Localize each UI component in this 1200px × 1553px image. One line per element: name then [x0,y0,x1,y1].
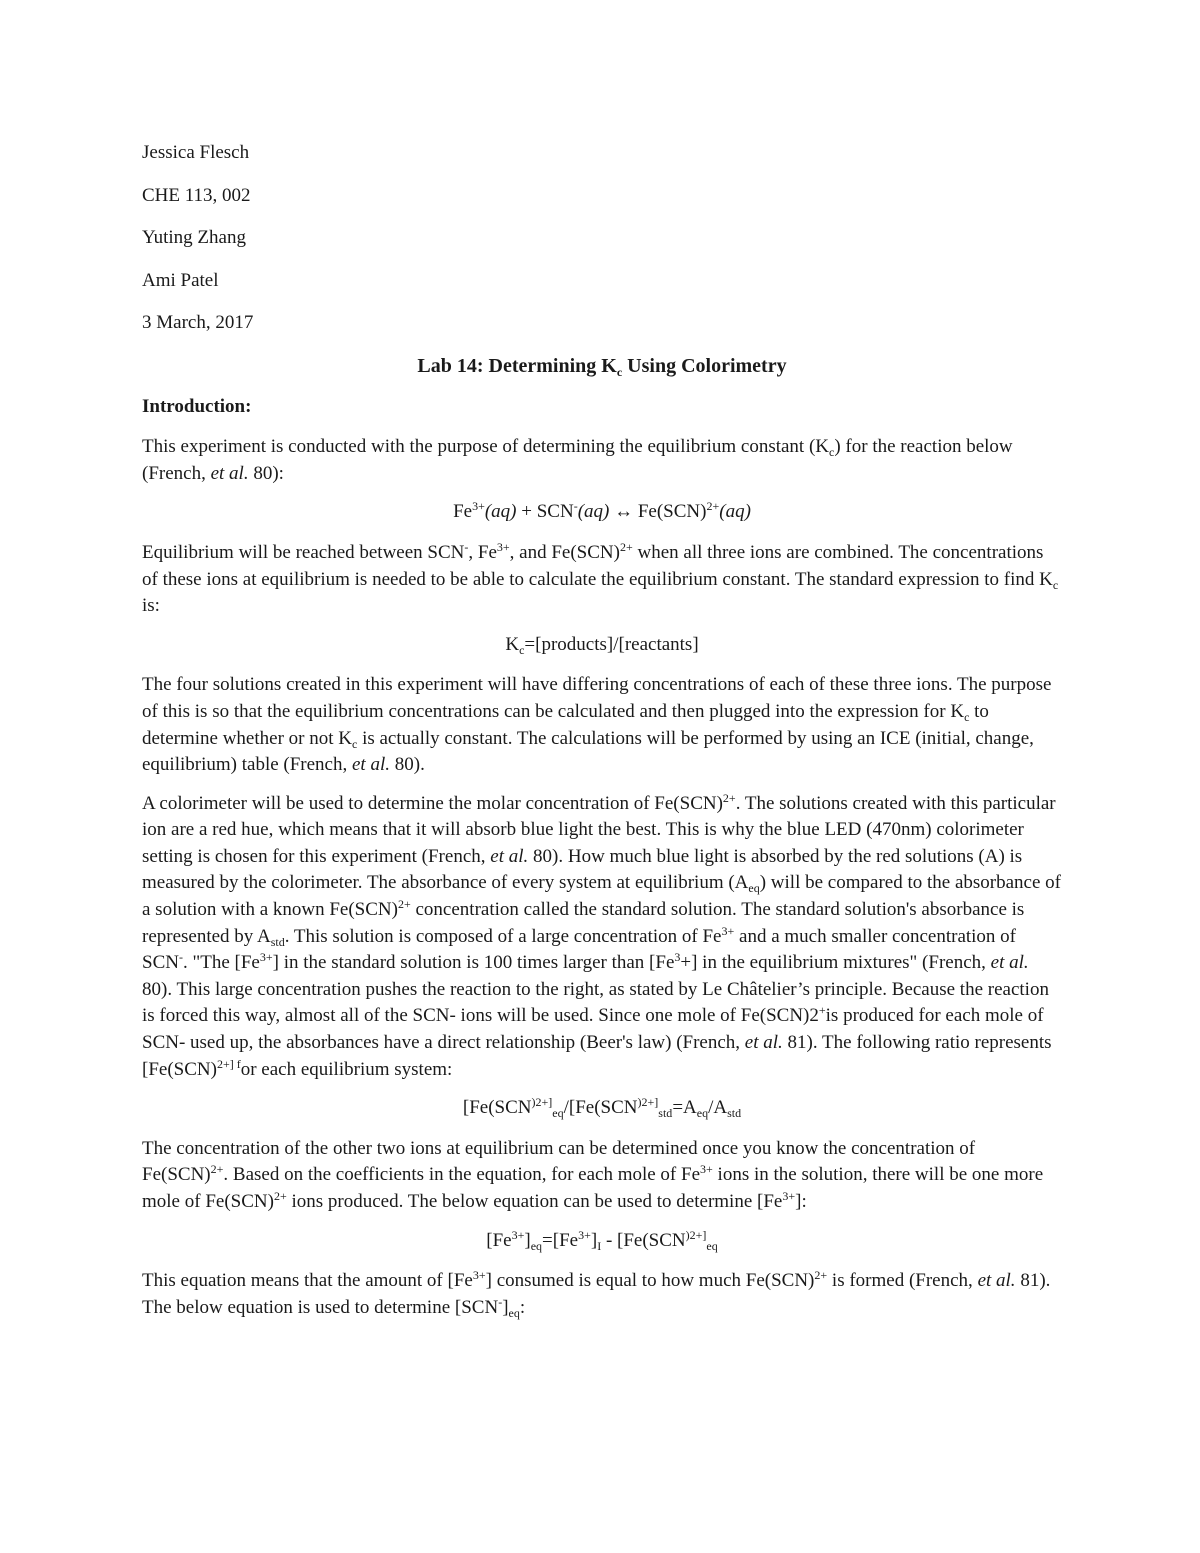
report-date: 3 March, 2017 [142,312,254,334]
partner-name-2: Ami Patel [142,269,219,291]
paragraph-colorimeter: A colorimeter will be used to determine the molar concentration of Fe(SCN)$^{2+}$. The solutions created with this particular ion are a red hue, which means that it will absorb blue light the best. This is why the blue LED (470nm) colorimeter setting is chosen for this experiment (French, et al. 80). How much blue light is absorbed by the red solutions (A) is measured by the colorimeter. The absorbance of every system at equilibrium $(A_{eq})$ will be compared to the absorbance of a solution with a known Fe(SCN)$^{2+}$ concentration called the standard solution. The standard solution's absorbance is represented by $A_{std}$. This solution is composed of a large concentration of $Fe^{3+}$ and a much smaller concentration of SCN-. "The $[Fe^{3+}]$ in the standard solution is 100 times larger than $[Fe^3+]$ in the equilibrium mixtures" (French, et al. 80). This large concentration pushes the reaction to the right, as stated by Le Châtelier’s principle. Because the reaction is forced this way, almost all of the SCN- ions will be used. Since one mole of Fe(SCN)2+is produced for each mole of SCN- used up, the absorbances have a direct relationship (Beer's law) (French, et al. 81). The following ratio represents [Fe(SCN)$^{2+] f}$or each equilibrium system: [142,790,1061,1080]
equation-absorbance-ratio: [$Fe(SCN^{)2+]}_{eq}/[Fe(SCN^{)2+]}_{std}=A_{eq}/A_{std}$ [462,1095,742,1121]
course-code: CHE 113, 002 [142,184,251,206]
equation-reaction: $Fe^{3+}(aq) + SCN^-(aq)$ ↔ Fe(SCN)$^{2+}$(aq) [453,499,751,523]
equation-fe-equilibrium: $[Fe^{3+}]_{eq}=[Fe^{3+}]_I - [Fe(SCN^{)2+]}_{eq}$ [486,1227,718,1253]
partner-name-1: Yuting Zhang [142,227,246,249]
report-title: Lab 14: Determining $K_c$ Using Colorimetry [417,354,787,379]
equation-kc-expression: $K_c=[products]/[reactants]$ [505,633,699,657]
author-name: Jessica Flesch [142,142,250,163]
document-body [142,140,1062,1333]
paragraph-equilibrium: Equilibrium will be reached between SCN-, $Fe^{3+}$, and Fe(SCN)$^{2+}$ when all three ions are combined. The concentrations of these ions at equilibrium is needed to be able to calculate the equilibrium constant. The standard expression to find $K_c$ is: [142,539,1059,617]
paragraph-four-solutions: The four solutions created in this experiment will have differing concentrations of each of these three ions. The purpose of this is so that the equilibrium concentrations can be calculated and then plugged into the expression for $K_c$ to determine whether or not $K_c$ is actually constant. The calculations will be performed by using an ICE (initial, change, equilibrium) table (French, et al. 80). [142,674,1052,776]
paragraph-other-ions: The concentration of the other two ions at equilibrium can be determined once you know the concentration of Fe(SCN)$^{2+}$. Based on the coefficients in the equation, for each mole of $Fe^{3+}$ ions in the solution, there will be one more mole of Fe(SCN)$^{2+}$ ions produced. The below equation can be used to determine $[Fe^{3+}]$: [142,1137,1044,1212]
paragraph-fe-consumed: This equation means that the amount of $[Fe^{3+}]$ consumed is equal to how much Fe(SCN)$^{2+}$ is formed (French, et al. 81). The below equation is used to determine $[SCN^-]_{eq}$: [142,1268,1051,1320]
section-heading-introduction: Introduction: [142,395,252,417]
paragraph-purpose: This experiment is conducted with the purpose of determining the equilibrium constant $(K_c)$ for the reaction below (French, et al. 80): [142,436,1013,484]
